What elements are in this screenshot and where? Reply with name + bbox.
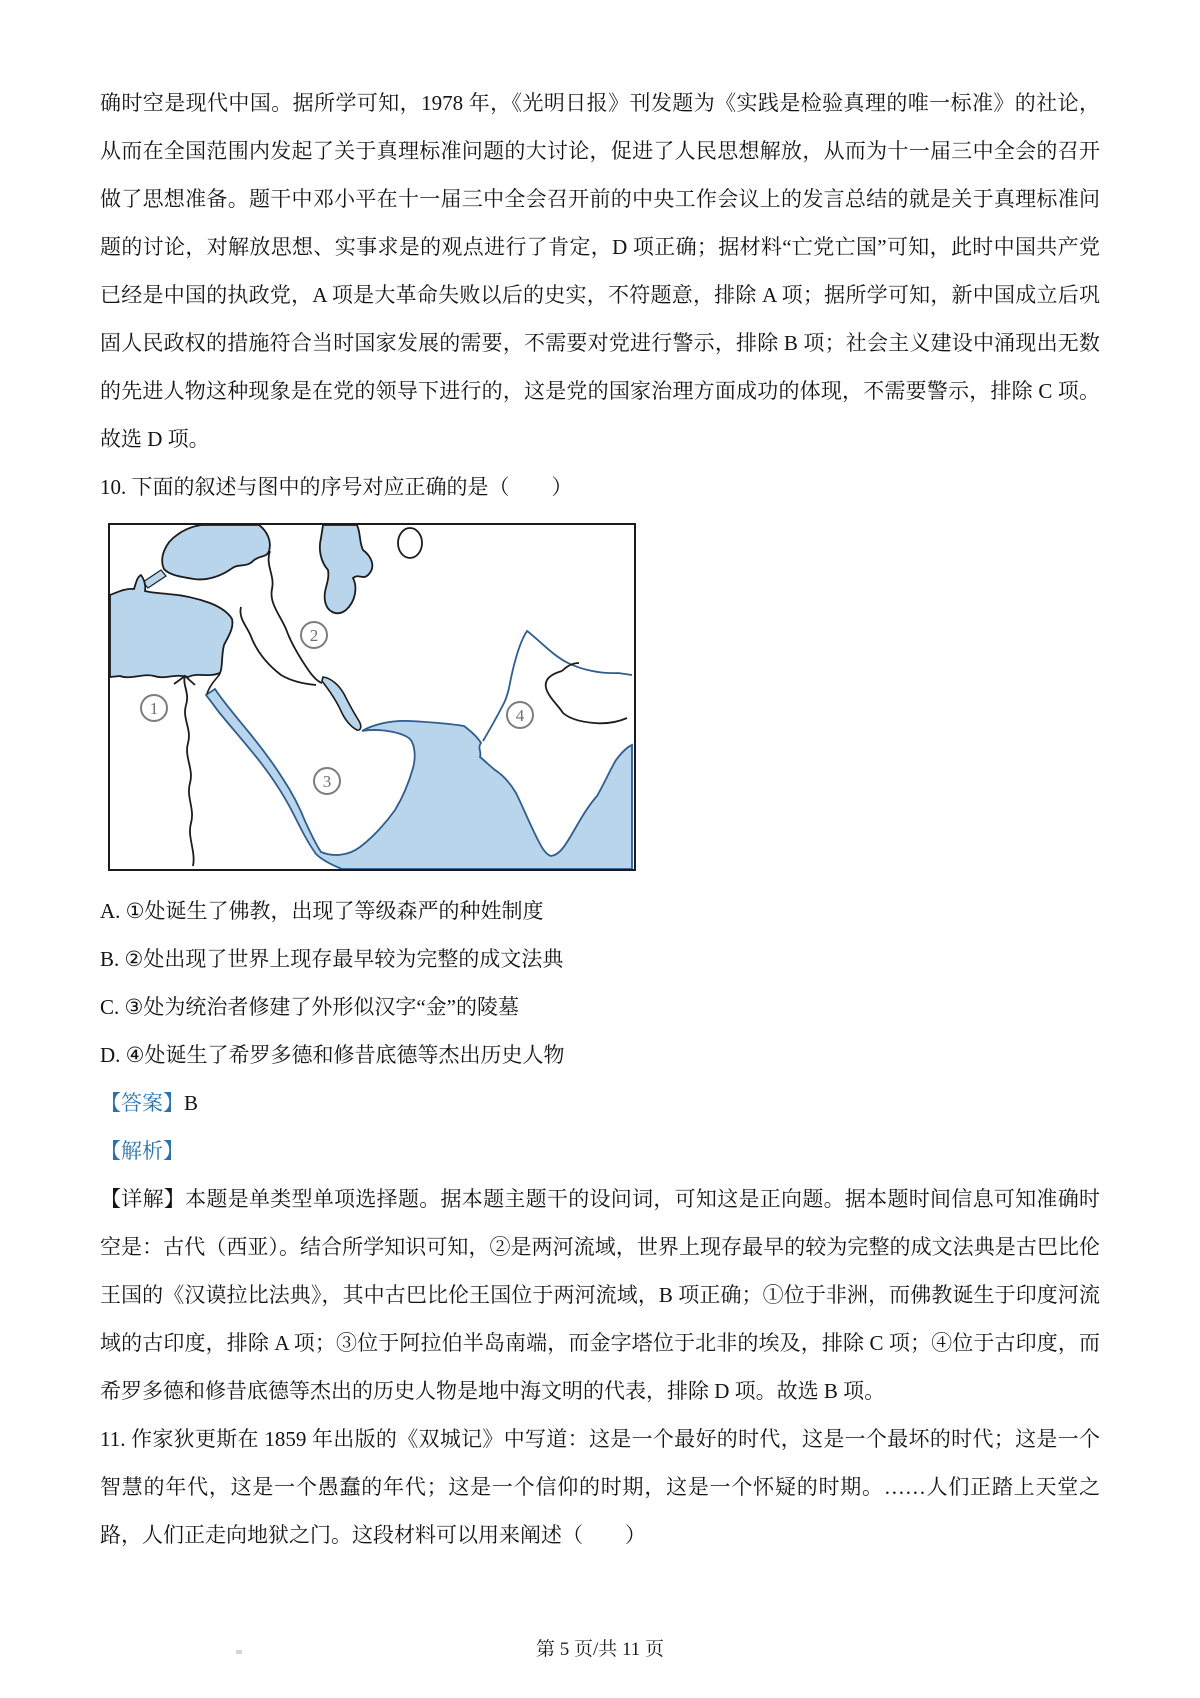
option-c: C. ③处为统治者修建了外形似汉字“金”的陵墓 xyxy=(100,995,519,1019)
answer-value: B xyxy=(184,1091,199,1115)
map-marker-2-label: 2 xyxy=(309,626,319,645)
map-marker-4-label: 4 xyxy=(515,706,525,725)
option-d: D. ④处诞生了希罗多德和修昔底德等杰出历史人物 xyxy=(100,1043,565,1067)
ganges-river-line xyxy=(546,663,627,723)
map-marker-1 xyxy=(141,695,167,721)
option-b: B. ②处出现了世界上现存最早较为完整的成文法典 xyxy=(100,947,564,971)
map-marker-4 xyxy=(507,702,533,728)
answer-label: 【答案】 xyxy=(100,1091,184,1115)
mediterranean-sea-shape xyxy=(110,575,232,677)
document-page xyxy=(100,79,1100,1559)
euphrates-river-line xyxy=(240,607,316,685)
page-footer: 第 5 页/共 11 页 xyxy=(535,1639,665,1660)
nile-river-line xyxy=(174,675,195,866)
question-10-stem: 10. 下面的叙述与图中的序号对应正确的是（ ） xyxy=(100,475,573,499)
map-marker-1-label: 1 xyxy=(149,699,159,718)
strait-shape xyxy=(143,570,166,588)
caspian-sea-shape xyxy=(320,525,372,613)
tigris-river-line xyxy=(269,551,322,683)
aral-lake-shape xyxy=(398,528,422,558)
explanation-continuation-paragraph: 确时空是现代中国。据所学可知，1978 年，《光明日报》刊发题为《实践是检验真理的唯一标准》的社论，从而在全国范围内发起了关于真理标准问题的大讨论，促进了人民思想解放，从而为十一届三中全会的召开做了思想准备。题干中邓小平在十一届三中全会召开前的中央工作会议上的发言总结的就是关于真理标准问题的讨论，对解放思想、实事求是的观点进行了肯定，D 项正确；据材料“亡党亡国”可知，此时中国共产党已经是中国的执政党，A 项是大革命失败以后的史实，不符题意，排除 A 项；据所学可知，新中国成立后巩固人民政权的措施符合当时国家发展的需要，不需要对党进行警示，排除 B 项；社会主义建设中涌现出无数的先进人物这种现象是在党的领导下进行的，这是党的国家治理方面成功的体现，不需要警示，排除 C 项。故选 D 项。 xyxy=(100,91,1100,451)
map-marker-2 xyxy=(301,622,327,648)
black-sea-shape xyxy=(162,525,270,579)
analysis-label: 【解析】 xyxy=(100,1139,184,1163)
middle-east-map xyxy=(110,525,634,869)
himalaya-indus-line xyxy=(483,631,632,741)
answer-line xyxy=(100,1079,1100,1127)
option-a: A. ①处诞生了佛教，出现了等级森严的种姓制度 xyxy=(100,899,544,923)
map-marker-3-label: 3 xyxy=(322,772,332,791)
detail-explanation-paragraph: 【详解】本题是单类型单项选择题。据本题主题干的设问词，可知这是正向题。据本题时间信息可知准确时空是：古代（西亚）。结合所学知识可知，②是两河流域，世界上现存最早的较为完整的成文法典是古巴比伦王国的《汉谟拉比法典》，其中古巴比伦王国位于两河流域，B 项正确；①位于非洲，而佛教诞生于印度河流域的古印度，排除 A 项；③位于阿拉伯半岛南端，而金字塔位于北非的埃及，排除 C 项；④位于古印度，而希罗多德和修昔底德等杰出的历史人物是地中海文明的代表，排除 D 项。故选 B 项。 xyxy=(100,1187,1100,1403)
map-figure xyxy=(108,523,636,871)
question-11-stem: 11. 作家狄更斯在 1859 年出版的《双城记》中写道：这是一个最好的时代，这是一个最坏的时代；这是一个智慧的年代，这是一个愚蠢的年代；这是一个信仰的时期，这是一个怀疑的时期。……人们正踏上天堂之路，人们正走向地狱之门。这段材料可以用来阐述（ ） xyxy=(100,1427,1100,1547)
analysis-line xyxy=(100,1127,1100,1175)
map-marker-3 xyxy=(314,768,340,794)
persian-gulf-shape xyxy=(322,677,361,730)
